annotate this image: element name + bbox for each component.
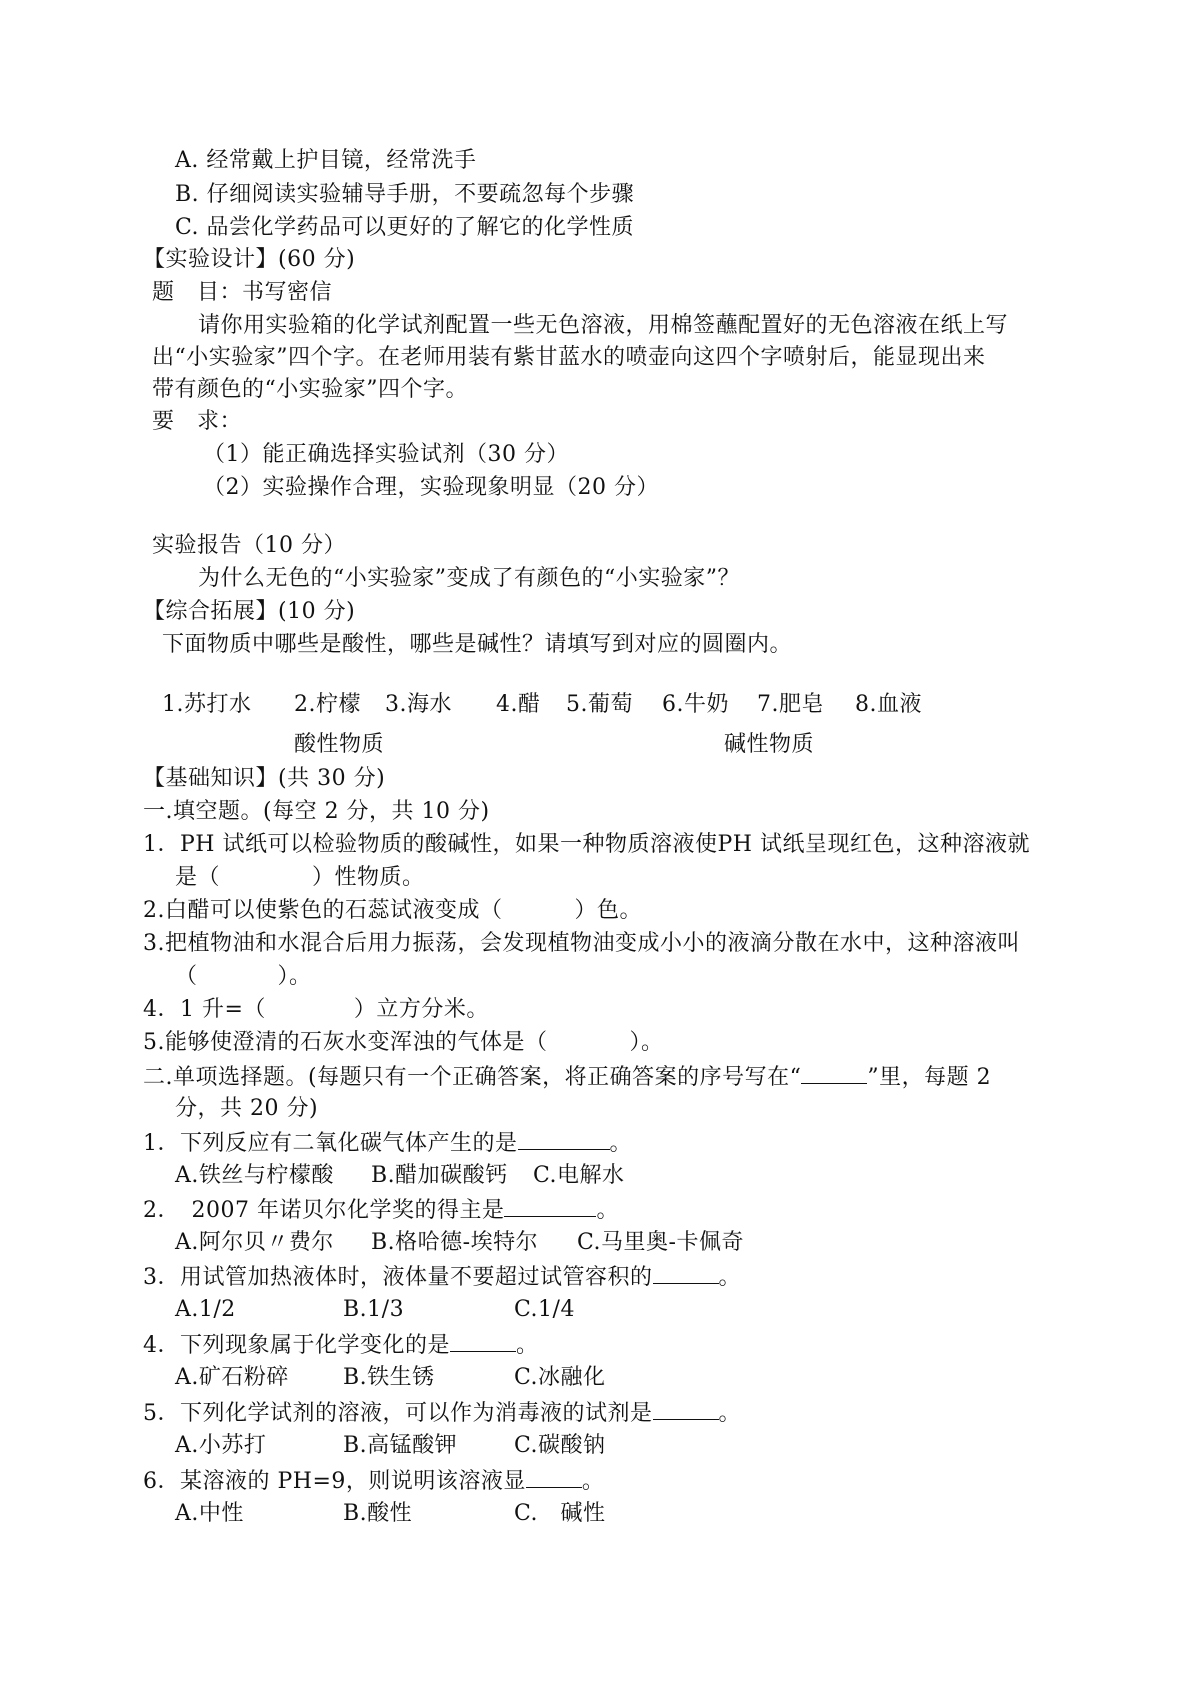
choice-q1-blank[interactable] [518, 1127, 610, 1150]
choice-q5-blank[interactable] [653, 1397, 719, 1420]
choice-q4 [143, 1329, 539, 1361]
choice-q3-option-a: A.1/2 [175, 1297, 236, 1322]
extend-instruction: 下面物质中哪些是酸性，哪些是碱性？请填写到对应的圆圈内。 [162, 632, 793, 657]
choice-q2-stem: 2． 2007 年诺贝尔化学奖的得主是 [143, 1198, 505, 1223]
fill-q4-prefix: 4．1 升=（ [143, 997, 266, 1022]
choice-q1-option-b: B.醋加碳酸钙 [371, 1163, 508, 1188]
extend-heading: 【综合拓展】(10 分) [143, 599, 356, 624]
fill-q2-prefix: 2.白醋可以使紫色的石蕊试液变成（ [143, 898, 503, 923]
choice-q1-period: 。 [609, 1131, 633, 1156]
choice-q6-option-a: A.中性 [175, 1501, 244, 1526]
choice-q2-option-a: A.阿尔贝〃费尔 [175, 1230, 334, 1255]
design-para-line-1: 请你用实验箱的化学试剂配置一些无色溶液，用棉签蘸配置好的无色溶液在纸上写 [198, 313, 1009, 338]
requirements-label: 要 求： [152, 409, 243, 434]
fill-q5 [143, 1028, 664, 1058]
fill-q5-prefix: 5.能够使澄清的石灰水变浑浊的气体是（ [143, 1030, 548, 1055]
choice-q5-period: 。 [718, 1401, 742, 1426]
basics-heading: 【基础知识】(共 30 分) [143, 766, 386, 791]
choice-heading-suffix: ”里，每题 2 [867, 1065, 992, 1090]
choice-q1-option-c: C.电解水 [533, 1163, 625, 1188]
choice-q3-blank[interactable] [653, 1261, 719, 1284]
choice-q6-option-b: B.酸性 [343, 1501, 413, 1526]
substance-7: 7.肥皂 [757, 692, 824, 717]
choice-heading-prefix: 二.单项选择题。(每题只有一个正确答案，将正确答案的序号写在“ [143, 1065, 802, 1090]
option-a: A. 经常戴上护目镜，经常洗手 [175, 148, 477, 173]
fill-q4-suffix: ）立方分米。 [353, 997, 489, 1022]
choice-q5-stem: 5．下列化学试剂的溶液，可以作为消毒液的试剂是 [143, 1401, 653, 1426]
choice-q6-blank[interactable] [526, 1465, 582, 1488]
fill-q1-line-1: 1．PH 试纸可以检验物质的酸碱性，如果一种物质溶液使PH 试纸呈现红色，这种溶液就 [143, 832, 1030, 857]
base-label: 碱性物质 [724, 732, 815, 757]
fill-q1-suffix: ）性物质。 [312, 865, 425, 890]
fill-q3-line-1: 3.把植物油和水混合后用力振荡，会发现植物油变成小小的液滴分散在水中，这种溶液叫 [143, 931, 1020, 956]
choice-q4-period: 。 [516, 1333, 539, 1358]
choice-q5-option-b: B.高锰酸钾 [343, 1433, 458, 1458]
substance-1: 1.苏打水 [162, 692, 252, 717]
option-b: B. 仔细阅读实验辅导手册，不要疏忽每个步骤 [175, 182, 635, 207]
substance-6: 6.牛奶 [662, 692, 729, 717]
choice-q2-option-b: B.格哈德-埃特尔 [371, 1230, 539, 1255]
fill-q1-prefix: 是（ [175, 865, 221, 890]
fill-q1-line-2 [175, 863, 425, 893]
substance-8: 8.血液 [855, 692, 922, 717]
fill-q3-prefix: （ [175, 964, 198, 989]
choice-q6-stem: 6．某溶液的 PH=9，则说明该溶液显 [143, 1469, 526, 1494]
choice-q6-period: 。 [581, 1469, 605, 1494]
report-question: 为什么无色的“小实验家”变成了有颜色的“小实验家”？ [198, 566, 740, 591]
choice-q5-option-c: C.碳酸钠 [514, 1433, 606, 1458]
design-para-line-2: 出“小实验家”四个字。在老师用装有紫甘蓝水的喷壶向这四个字喷射后，能显现出来 [152, 345, 986, 370]
choice-heading-line-1 [143, 1061, 991, 1093]
fill-q3-line-2 [175, 962, 312, 992]
choice-heading-line-2: 分，共 20 分) [175, 1096, 319, 1121]
choice-q6-option-c: C. 碱性 [514, 1501, 606, 1526]
fill-heading: 一.填空题。(每空 2 分，共 10 分) [143, 799, 490, 824]
fill-q5-suffix: ）。 [629, 1030, 664, 1055]
choice-q5-option-a: A.小苏打 [175, 1433, 267, 1458]
choice-q6 [143, 1465, 604, 1497]
choice-q3-option-b: B.1/3 [343, 1297, 405, 1322]
answer-blank-sample [801, 1061, 867, 1084]
fill-q2-suffix: ）色。 [574, 898, 643, 923]
choice-q2 [143, 1194, 619, 1226]
choice-q1-stem: 1．下列反应有二氧化碳气体产生的是 [143, 1131, 518, 1156]
substance-5: 5.葡萄 [566, 692, 633, 717]
option-c: C. 品尝化学药品可以更好的了解它的化学性质 [175, 215, 635, 240]
choice-q4-blank[interactable] [450, 1329, 516, 1352]
choice-q3-stem: 3．用试管加热液体时，液体量不要超过试管容积的 [143, 1265, 653, 1290]
design-para-line-3: 带有颜色的“小实验家”四个字。 [152, 377, 468, 402]
choice-q4-option-b: B.铁生锈 [343, 1365, 435, 1390]
substance-4: 4.醋 [496, 692, 541, 717]
fill-q3-suffix: ）。 [277, 964, 312, 989]
choice-q3-option-c: C.1/4 [514, 1297, 575, 1322]
requirement-1: （1）能正确选择实验试剂（30 分） [203, 442, 569, 467]
choice-q2-option-c: C.马里奥-卡佩奇 [577, 1230, 744, 1255]
choice-q4-option-c: C.冰融化 [514, 1365, 606, 1390]
choice-q5 [143, 1397, 741, 1429]
report-title: 实验报告（10 分） [152, 533, 346, 558]
fill-q4 [143, 995, 489, 1025]
choice-q4-option-a: A.矿石粉碎 [175, 1365, 289, 1390]
substance-2: 2.柠檬 [294, 692, 361, 717]
design-heading: 【实验设计】(60 分) [143, 247, 356, 272]
requirement-2: （2）实验操作合理，实验现象明显（20 分） [203, 475, 659, 500]
design-topic: 题 目：书写密信 [152, 280, 333, 305]
choice-q3-period: 。 [718, 1265, 742, 1290]
choice-q2-blank[interactable] [504, 1194, 596, 1217]
acid-label: 酸性物质 [294, 732, 385, 757]
choice-q4-stem: 4．下列现象属于化学变化的是 [143, 1333, 450, 1358]
substance-3: 3.海水 [385, 692, 452, 717]
choice-q1-option-a: A.铁丝与柠檬酸 [175, 1163, 334, 1188]
choice-q2-period: 。 [596, 1198, 619, 1223]
choice-q1 [143, 1127, 632, 1159]
fill-q2 [143, 896, 642, 926]
choice-q3 [143, 1261, 741, 1293]
